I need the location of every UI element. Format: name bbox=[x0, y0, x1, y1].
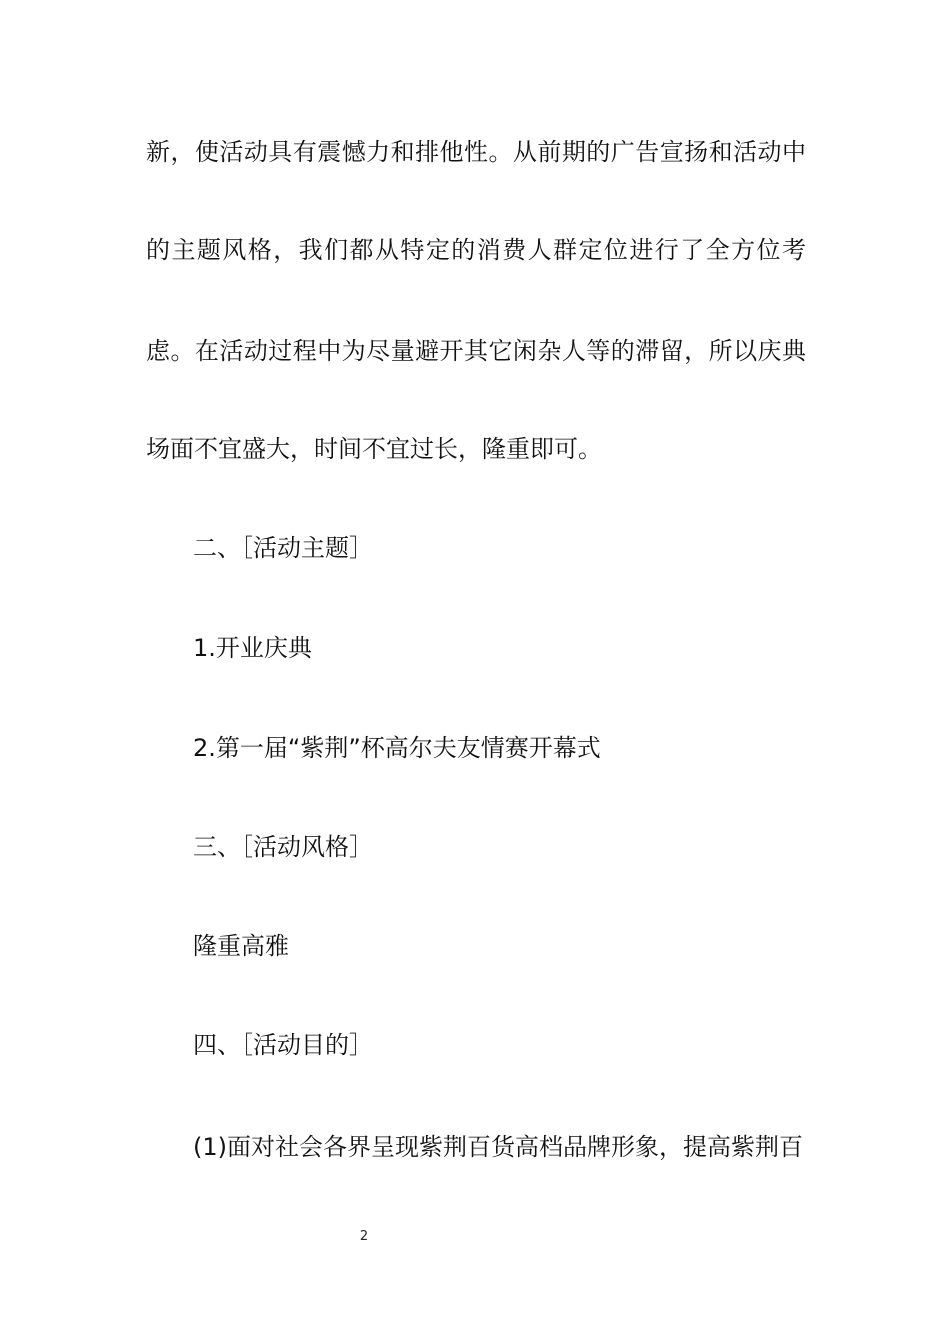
section-heading-style: 三、［活动风格］ bbox=[193, 833, 373, 861]
page-number: 2 bbox=[359, 1229, 369, 1244]
style-content: 隆重高雅 bbox=[193, 932, 289, 960]
paragraph-line-3: 虑。在活动过程中为尽量避开其它闲杂人等的滞留，所以庆典 bbox=[146, 337, 806, 365]
theme-item-1: 1.开业庆典 bbox=[193, 634, 312, 662]
section-heading-purpose: 四、［活动目的］ bbox=[193, 1031, 373, 1059]
paragraph-line-4: 场面不宜盛大，时间不宜过长，隆重即可。 bbox=[146, 435, 602, 463]
purpose-item-1: (1)面对社会各界呈现紫荆百货高档品牌形象，提高紫荆百 bbox=[193, 1133, 803, 1161]
paragraph-line-1: 新，使活动具有震憾力和排他性。从前期的广告宣扬和活动中 bbox=[146, 138, 806, 166]
section-heading-theme: 二、［活动主题］ bbox=[193, 534, 373, 562]
theme-item-2: 2.第一届“紫荆”杯高尔夫友情赛开幕式 bbox=[193, 734, 601, 762]
paragraph-line-2: 的主题风格，我们都从特定的消费人群定位进行了全方位考 bbox=[146, 236, 806, 264]
